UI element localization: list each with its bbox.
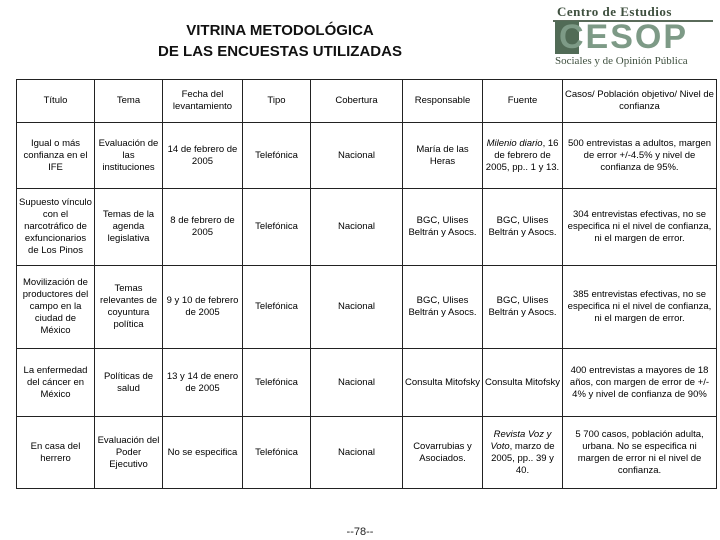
- cell-tema: Temas de la agenda legislativa: [95, 189, 163, 266]
- cell-fecha: 8 de febrero de 2005: [163, 189, 243, 266]
- cell-cobertura: Nacional: [311, 189, 403, 266]
- cell-tema: Evaluación del Poder Ejecutivo: [95, 417, 163, 489]
- cell-casos: 385 entrevistas efectivas, no se especifica ni el nivel de confianza, ni el margen de error.: [563, 266, 717, 349]
- cell-tema: Temas relevantes de coyuntura política: [95, 266, 163, 349]
- page-title: [100, 20, 460, 62]
- fuente-details: , marzo de 2005, pp.. 39 y 40.: [491, 440, 555, 476]
- page-number: --78--: [346, 526, 374, 538]
- cell-cobertura: Nacional: [311, 349, 403, 417]
- cell-titulo: Movilización de productores del campo en la ciudad de México: [17, 266, 95, 349]
- cell-fuente: BGC, Ulises Beltrán y Asocs.: [483, 266, 563, 349]
- cell-tema: Políticas de salud: [95, 349, 163, 417]
- cell-tipo: Telefónica: [243, 123, 311, 189]
- cell-fuente: BGC, Ulises Beltrán y Asocs.: [483, 189, 563, 266]
- table-row: [17, 417, 717, 489]
- cell-fecha: 14 de febrero de 2005: [163, 123, 243, 189]
- surveys-table: [16, 79, 717, 489]
- fuente-publication: Milenio diario: [486, 137, 543, 149]
- title-line-1: VITRINA METODOLÓGICA: [186, 22, 374, 39]
- cell-cobertura: Nacional: [311, 123, 403, 189]
- cell-tipo: Telefónica: [243, 417, 311, 489]
- cell-titulo: La enfermedad del cáncer en México: [17, 349, 95, 417]
- logo-mark: [555, 21, 711, 54]
- header-fecha: Fecha del levantamiento: [163, 80, 243, 123]
- cell-tipo: Telefónica: [243, 266, 311, 349]
- logo-top-text: Centro de Estudios: [557, 4, 672, 19]
- cell-fecha: No se especifica: [163, 417, 243, 489]
- cell-titulo: En casa del herrero: [17, 417, 95, 489]
- cell-titulo: Igual o más confianza en el IFE: [17, 123, 95, 189]
- cell-responsable: Covarrubias y Asociados.: [403, 417, 483, 489]
- cesop-logo: [553, 4, 715, 68]
- fuente-publication: Revista Voz y Voto: [490, 428, 552, 452]
- header-casos: Casos/ Población objetivo/ Nivel de confianza: [563, 80, 717, 123]
- table-row: [17, 266, 717, 349]
- cell-cobertura: Nacional: [311, 266, 403, 349]
- logo-bottom-text: Sociales y de Opinión Pública: [555, 55, 688, 67]
- header-fuente: Fuente: [483, 80, 563, 123]
- cell-casos: 500 entrevistas a adultos, margen de error +/-4.5% y nivel de confianza de 95%.: [563, 123, 717, 189]
- table-row: [17, 189, 717, 266]
- header-row: [17, 80, 717, 123]
- fuente-details: , 16 de febrero de 2005, pp.. 1 y 13.: [485, 137, 560, 173]
- table-row: [17, 349, 717, 417]
- cell-casos: 400 entrevistas a mayores de 18 años, con margen de error de +/- 4% y nivel de confianza de 90%: [563, 349, 717, 417]
- header-tema: Tema: [95, 80, 163, 123]
- cell-casos: 304 entrevistas efectivas, no se especifica ni el nivel de confianza, ni el margen de error.: [563, 189, 717, 266]
- cell-casos: 5 700 casos, población adulta, urbana. No se especifica ni margen de error ni el nivel de confianza.: [563, 417, 717, 489]
- cell-responsable: BGC, Ulises Beltrán y Asocs.: [403, 266, 483, 349]
- cell-fuente: [483, 417, 563, 489]
- cell-titulo: Supuesto vínculo con el narcotráfico de exfuncionarios de Los Pinos: [17, 189, 95, 266]
- header-responsable: Responsable: [403, 80, 483, 123]
- cell-tipo: Telefónica: [243, 189, 311, 266]
- logo-mark-text: CESOP: [559, 21, 689, 54]
- title-line-2: DE LAS ENCUESTAS UTILIZADAS: [158, 43, 402, 60]
- cell-tema: Evaluación de las instituciones: [95, 123, 163, 189]
- cell-fecha: 9 y 10 de febrero de 2005: [163, 266, 243, 349]
- cell-fuente: [483, 123, 563, 189]
- cell-responsable: BGC, Ulises Beltrán y Asocs.: [403, 189, 483, 266]
- cell-fuente: Consulta Mitofsky: [483, 349, 563, 417]
- cell-responsable: Consulta Mitofsky: [403, 349, 483, 417]
- cell-cobertura: Nacional: [311, 417, 403, 489]
- header-titulo: Título: [17, 80, 95, 123]
- cell-responsable: María de las Heras: [403, 123, 483, 189]
- header-tipo: Tipo: [243, 80, 311, 123]
- header-cobertura: Cobertura: [311, 80, 403, 123]
- table-row: [17, 123, 717, 189]
- cell-fecha: 13 y 14 de enero de 2005: [163, 349, 243, 417]
- cell-tipo: Telefónica: [243, 349, 311, 417]
